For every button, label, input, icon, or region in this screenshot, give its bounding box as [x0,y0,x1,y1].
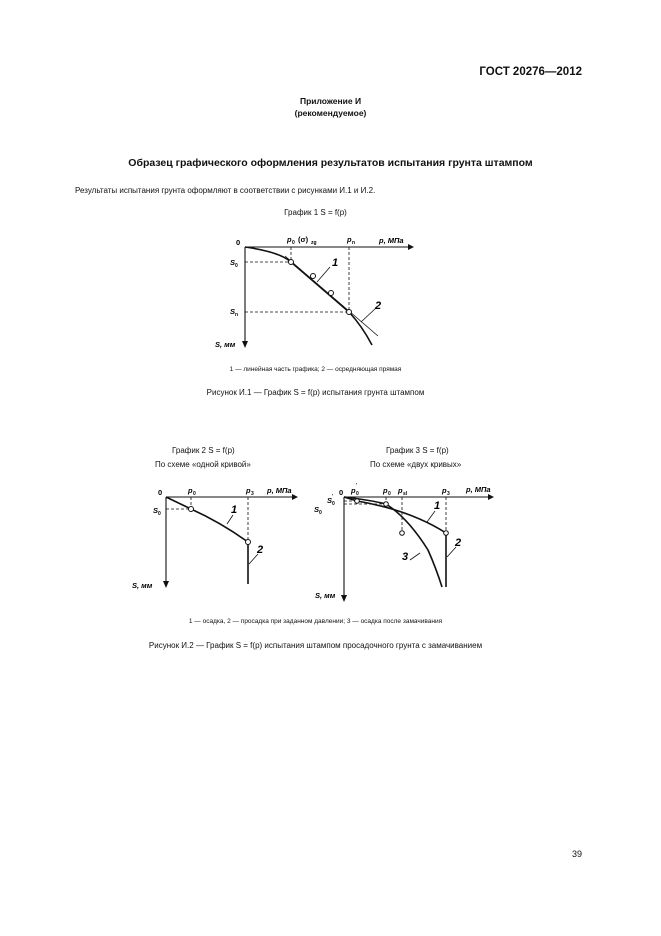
curve-3-label: 3 [402,551,409,563]
s0prime-sub: 0 [332,501,335,507]
p-axis-label: p, МПа [379,236,404,245]
figure2-legend: 1 — осадка, 2 — просадка при заданном давлении; 3 — осадка после замачивания [188,618,443,625]
graph2-title: График 2 S = f(p) [172,446,235,455]
s0-sub: 0 [319,510,322,516]
figure1-legend: 1 — линейная часть графика; 2 — осредняющая прямая [229,366,402,373]
p0-sub2: zg [311,240,317,246]
curve-1-label: 1 [434,500,441,512]
p0-sub: 0 [388,491,391,497]
origin-label: 0 [236,238,241,247]
data-point [311,274,316,279]
leader-1 [317,267,330,282]
data-point [329,291,334,296]
p-axis-arrow [488,494,494,500]
data-point [400,531,405,536]
p-axis-arrow [292,494,298,500]
data-point [246,540,251,545]
p0prime-sub: 0 [356,491,359,497]
s-axis-arrow [341,595,347,602]
sn-sub: n [235,312,239,318]
s0-sub: 0 [235,263,238,269]
p3-label: p [246,486,251,495]
curve-1-label: 1 [231,504,238,516]
p0-sub: 0 [193,491,196,497]
figure2-left-chart [132,480,305,595]
p0prime-sup: ' [356,483,358,489]
graph1-title: График 1 S = f(p) [284,208,347,217]
data-point [444,531,449,536]
s0-label: S [314,505,320,514]
origin-label: 0 [158,488,163,497]
figure1-chart [215,230,420,355]
s0prime-sup: ' [332,494,334,500]
p0-sub: 0 [292,240,295,246]
leader-1 [227,515,233,524]
p0-paren: (σ) [298,235,309,244]
p3-label: p [442,486,447,495]
data-point [355,499,360,504]
s-axis-label: S, мм [215,340,236,349]
origin-label: 0 [339,488,344,497]
sn-label: S [230,307,236,316]
psl-label: p [398,486,403,495]
section-title: Образец графического оформления результатов испытания грунта штампом [128,157,533,169]
data-point [289,260,294,265]
appendix-title: Приложение И [299,96,362,106]
s0-sub: 0 [158,511,161,517]
pn-label: p [347,235,352,244]
curve-2-label: 2 [257,544,264,556]
intro-paragraph: Результаты испытания грунта оформляют в соответствии с рисунками И.1 и И.2. [75,186,376,195]
p3-sub: 3 [251,491,254,497]
p-axis-label: p, МПа [267,486,292,495]
page-number: 39 [571,849,582,859]
p-axis-label: p, МПа [466,485,491,494]
pn-sub: n [352,240,356,246]
data-point [384,502,389,507]
appendix-note: (рекомендуемое) [294,108,367,118]
data-point [189,507,194,512]
curve-2-label: 2 [455,537,462,549]
p0-label: p [188,486,193,495]
curve-2-label: 2 [375,300,382,312]
psl-sub: sl [403,491,408,497]
graph3-subtitle: По схеме «двух кривых» [370,460,462,469]
figure1-caption: Рисунок И.1 — График S = f(p) испытания грунта штампом [206,388,425,397]
s-axis-arrow [242,341,248,348]
s-axis-label: S, мм [315,591,336,600]
figure2-right-chart [310,480,500,608]
graph2-subtitle: По схеме «одной кривой» [155,460,251,469]
leader-1 [427,511,435,522]
curve-3 [344,497,442,587]
graph3-title: График 3 S = f(p) [386,446,449,455]
p0-label: p [383,486,388,495]
s0prime-label: S [327,496,333,505]
standard-number: ГОСТ 20276—2012 [479,66,582,78]
data-point [347,310,352,315]
s0-label: S [153,506,159,515]
p3-sub: 3 [447,491,450,497]
figure2-caption: Рисунок И.2 — График S = f(p) испытания штампом просадочного грунта с замачиванием [148,641,483,650]
settlement-curve [245,247,372,345]
s-axis-arrow [163,581,169,588]
p0prime-label: p [351,486,356,495]
s-axis-label: S, мм [132,581,153,590]
leader-2 [361,308,376,322]
curve-1-label: 1 [332,257,339,269]
p0-label: p [287,235,292,244]
leader-3 [410,553,420,560]
p-axis-arrow [408,244,414,250]
s0-label: S [230,258,236,267]
